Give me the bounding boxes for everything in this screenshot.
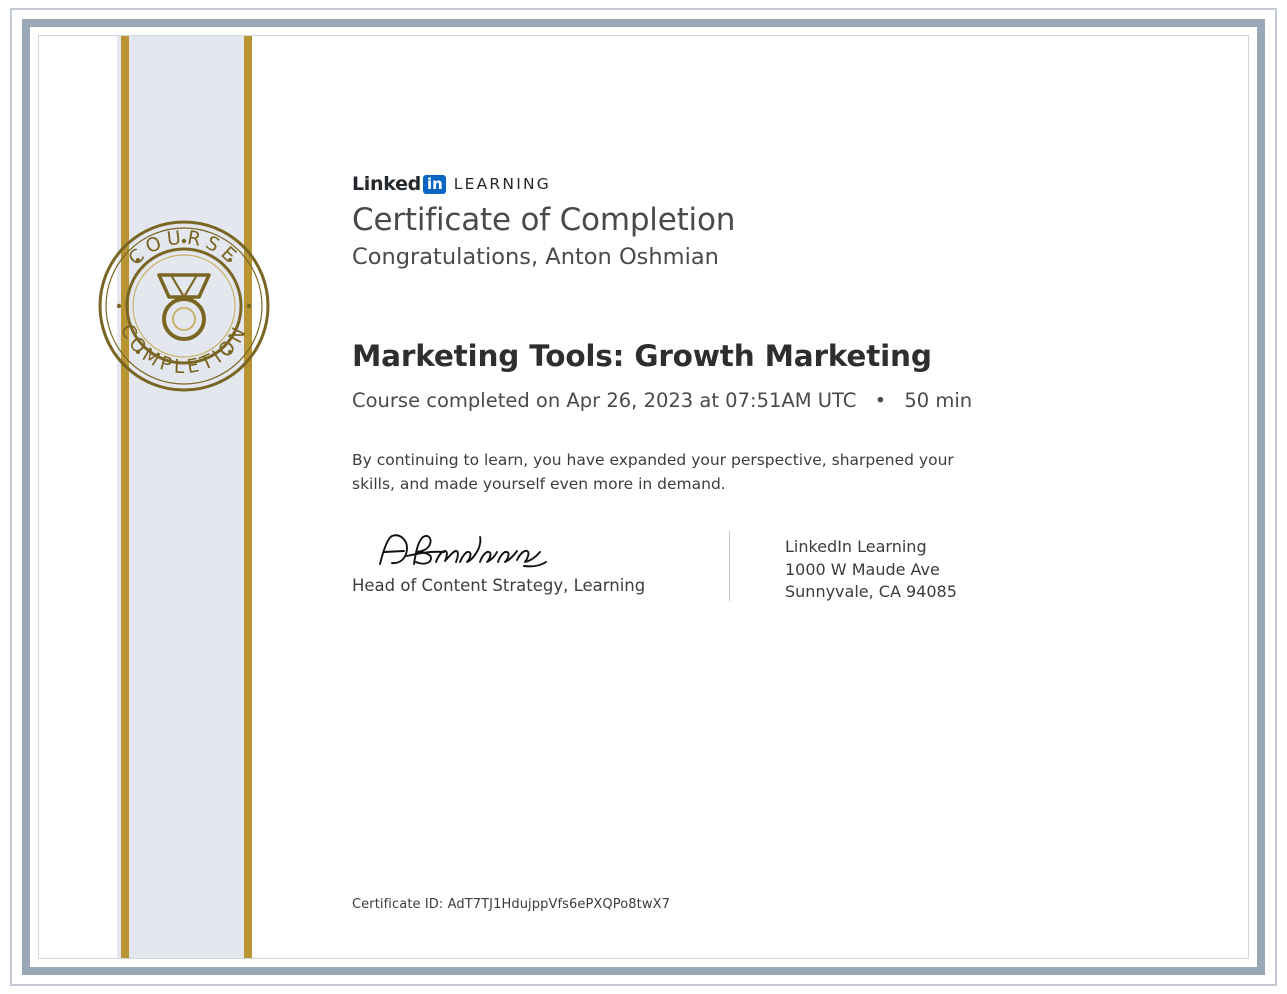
linkedin-wordmark: Linked xyxy=(352,173,421,195)
learning-wordmark: LEARNING xyxy=(453,175,551,193)
detail-separator: • xyxy=(874,389,887,412)
signature-divider xyxy=(729,531,730,601)
course-completion-seal-icon xyxy=(89,211,279,401)
decorative-gold-stripe-right xyxy=(244,36,252,958)
organization-street: 1000 W Maude Ave xyxy=(785,559,940,579)
completion-details xyxy=(352,389,972,412)
organization-name: LinkedIn Learning xyxy=(785,537,927,556)
certificate-document xyxy=(10,8,1277,986)
organization-address xyxy=(785,536,957,604)
course-duration: 50 min xyxy=(904,389,973,412)
seal-top-text: COURSE xyxy=(124,226,244,270)
decorative-grey-stripe xyxy=(117,36,250,958)
certificate-id: Certificate ID: AdT7TJ1HdujppVfs6ePXQPo8twX7 xyxy=(352,897,670,912)
seal-bottom-text: COMPLETION xyxy=(115,320,253,379)
certificate-inner-frame xyxy=(38,35,1249,959)
signature-image xyxy=(374,526,574,578)
organization-city-state-zip: Sunnyvale, CA 94085 xyxy=(785,582,957,601)
page-title: Certificate of Completion xyxy=(352,202,736,238)
signatory-role: Head of Content Strategy, Learning xyxy=(352,576,646,595)
signature-block xyxy=(352,526,992,621)
linkedin-in-badge-icon: in xyxy=(423,175,446,194)
congratulations-line: Congratulations, Anton Oshmian xyxy=(352,244,719,270)
completion-date: Course completed on Apr 26, 2023 at 07:51AM UTC xyxy=(352,389,857,412)
linkedin-learning-logo xyxy=(352,173,551,195)
encouragement-text: By continuing to learn, you have expanded your perspective, sharpened your skills, and made yourself even more in demand. xyxy=(352,451,954,493)
decorative-gold-stripe-left xyxy=(121,36,129,958)
course-name: Marketing Tools: Growth Marketing xyxy=(352,339,932,373)
